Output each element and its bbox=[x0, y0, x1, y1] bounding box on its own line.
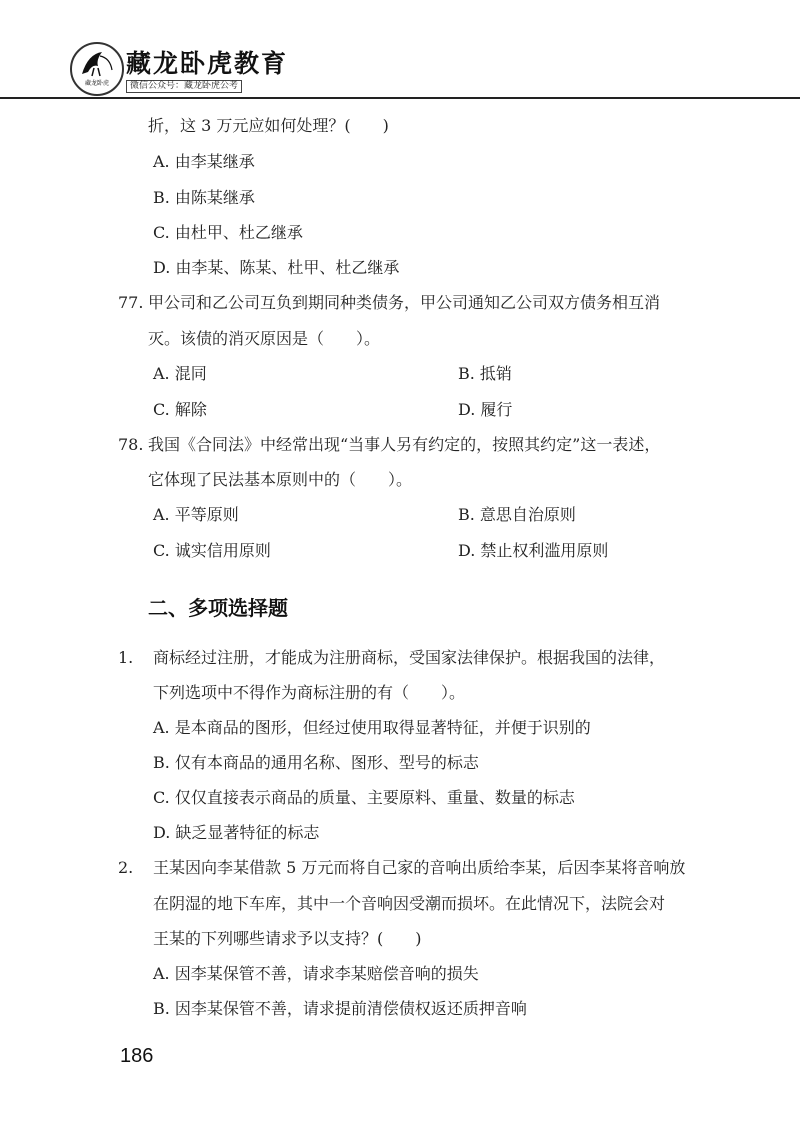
m2-stem-line2: 在阴湿的地下车库，其中一个音响因受潮而损坏。在此情况下，法院会对 bbox=[153, 894, 666, 913]
q76-option-d: D. 由李某、陈某、杜甲、杜乙继承 bbox=[153, 258, 400, 277]
m1-stem-line1: 商标经过注册，才能成为注册商标，受国家法律保护。根据我国的法律， bbox=[153, 648, 666, 667]
header-divider bbox=[0, 97, 800, 99]
q78-option-d: D. 禁止权利滥用原则 bbox=[458, 541, 609, 560]
m1-option-c: C. 仅仅直接表示商品的质量、主要原料、重量、数量的标志 bbox=[153, 788, 575, 807]
m2-stem-line1: 王某因向李某借款 5 万元而将自己家的音响出质给李某，后因李某将音响放 bbox=[153, 858, 686, 877]
m1-stem-line2: 下列选项中不得作为商标注册的有（ ）。 bbox=[153, 683, 466, 702]
q78-option-a: A. 平等原则 bbox=[153, 505, 239, 524]
m2-option-a: A. 因李某保管不善，请求李某赔偿音响的损失 bbox=[153, 964, 479, 983]
m1-option-d: D. 缺乏显著特征的标志 bbox=[153, 823, 320, 842]
brand-subtitle: 微信公众号：藏龙卧虎公考 bbox=[126, 80, 242, 93]
q78-stem-line1: 我国《合同法》中经常出现“当事人另有约定的，按照其约定”这一表述， bbox=[148, 435, 661, 454]
q77-stem-line1: 甲公司和乙公司互负到期同种类债务，甲公司通知乙公司双方债务相互消 bbox=[148, 293, 661, 312]
q77-option-b: B. 抵销 bbox=[458, 364, 512, 383]
m1-option-a: A. 是本商品的图形，但经过使用取得显著特征，并便于识别的 bbox=[153, 718, 591, 737]
logo-text: 藏龙卧虎 bbox=[84, 80, 109, 87]
q76-option-c: C. 由杜甲、杜乙继承 bbox=[153, 223, 303, 242]
q78-number: 78. bbox=[118, 435, 144, 454]
q78-stem-line2: 它体现了民法基本原则中的（ ）。 bbox=[148, 470, 413, 489]
page-number: 186 bbox=[120, 1045, 154, 1067]
q77-option-a: A. 混同 bbox=[153, 364, 207, 383]
m1-number: 1. bbox=[118, 648, 134, 667]
q76-option-b: B. 由陈某继承 bbox=[153, 188, 255, 207]
page-header bbox=[0, 0, 800, 98]
brand-title: 藏龙卧虎教育 bbox=[126, 49, 289, 78]
m2-option-b: B. 因李某保管不善，请求提前清偿债权返还质押音响 bbox=[153, 999, 527, 1018]
m2-stem-line3: 王某的下列哪些请求予以支持？( ) bbox=[153, 929, 422, 948]
q77-option-c: C. 解除 bbox=[153, 400, 207, 419]
logo bbox=[70, 42, 124, 96]
q78-option-b: B. 意思自治原则 bbox=[458, 505, 576, 524]
q77-stem-line2: 灭。该债的消灭原因是（ ）。 bbox=[148, 329, 381, 348]
q77-number: 77. bbox=[118, 293, 144, 312]
m1-option-b: B. 仅有本商品的通用名称、图形、型号的标志 bbox=[153, 753, 479, 772]
q76-option-a: A. 由李某继承 bbox=[153, 152, 255, 171]
q76-stem-cont: 折，这 3 万元应如何处理？( ) bbox=[148, 116, 389, 135]
q78-option-c: C. 诚实信用原则 bbox=[153, 541, 271, 560]
m2-number: 2. bbox=[118, 858, 134, 877]
section-heading: 二、多项选择题 bbox=[148, 596, 288, 620]
q77-option-d: D. 履行 bbox=[458, 400, 513, 419]
